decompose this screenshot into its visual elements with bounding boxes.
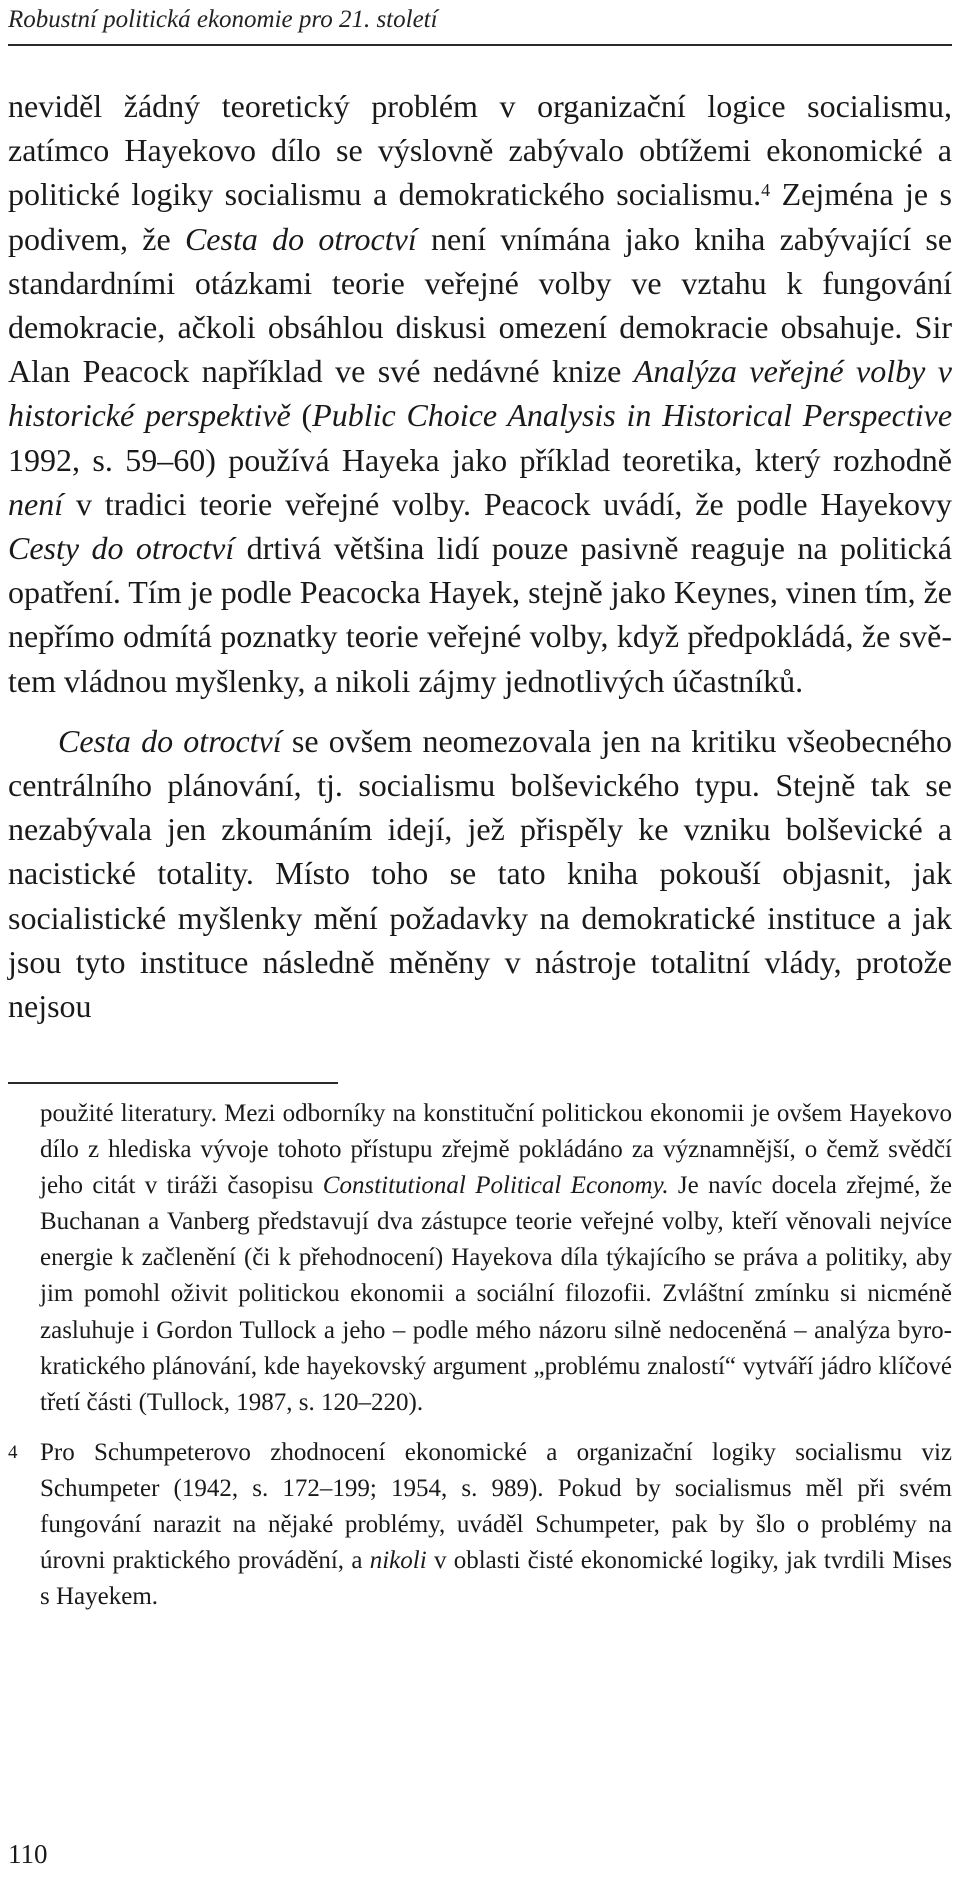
running-header bbox=[8, 4, 952, 46]
text-run: ( bbox=[290, 397, 313, 434]
footnote-mark: 4 bbox=[8, 1441, 18, 1463]
book-title: Public Choice Analysis in Historical Perspective bbox=[312, 397, 953, 434]
text-run: v oblasti čisté ekonomické logiky, jak tvrdili Mises s Hayekem. bbox=[40, 1547, 952, 1611]
text-run: neviděl žádný teoretický problém v organizační logice socialismu, zatímco Hayekovo dílo se výslovně zabývalo obtížemi ekonomické a politické logiky socialismu a demokratického socialismu. bbox=[8, 88, 952, 213]
footnote-4 bbox=[8, 1435, 952, 1615]
paragraph-2 bbox=[8, 719, 952, 1028]
text-run: drtivá většina lidí pouze pasivně reaguje na politická opatření. Tím je podle Peacocka Hayek, stejně jako Keynes, vinen tím, že nepřímo odmítá poznatky teorie veřejné volby, když předpokládá, že světem vládnou myšlenky, a nikoli zájmy jednotlivých účastníků. bbox=[8, 530, 953, 699]
footnote-separator bbox=[8, 1082, 338, 1084]
text-run: 1992, s. 59–60) používá Hayeka jako příklad teoretika, který rozhodně bbox=[8, 441, 952, 478]
footnote-reference-4[interactable]: 4 bbox=[761, 180, 771, 201]
emphasis: není bbox=[8, 485, 64, 522]
footnote-continued bbox=[8, 1096, 952, 1421]
page-number: 110 bbox=[8, 1839, 48, 1869]
text-run: použité literatury. Mezi odborníky na konstituční politickou ekonomii je ovšem Hayekovo dílo z hlediska vývoje tohoto přístupu zřejmě pokládáno za významnější, o čemž svědčí jeho citát v tiráži časopisu bbox=[40, 1100, 952, 1200]
text-run: není vnímána jako kniha zabývající se standardními otázkami teorie veřejné volby ve vztahu k fungování demokracie, ačkoli obsáhlou diskusi omezení demokracie obsahuje. Sir Alan Peacock například ve své nedávné knize bbox=[8, 220, 953, 390]
book-title: Analýza veřejné volby v historické perspektivě bbox=[8, 353, 953, 434]
book-title: Cesta do otroctví bbox=[58, 722, 282, 759]
text-run: Pro Schumpeterovo zhodnocení ekonomické a organizační logiky socialismu viz Schumpeter (1942, s. 172–199; 1954, s. 989). Pokud by socialismus měl při svém fungování narazit na nějaké problémy, uváděl Schumpeter, pak by šlo o problémy na úrovni praktického provádění, a bbox=[40, 1438, 952, 1575]
emphasis: nikoli bbox=[369, 1547, 427, 1575]
text-run: Je navíc docela zřejmé, že Buchanan a Vanberg představují dva zástupce teorie veřejné volby, kteří věnovali nejvíce energie k začlenění (či k přehodnocení) Hayekova díla týkajícího se práva a politiky, aby jim pomohl oživit politickou ekonomii a sociální filozofii. Zvláštní zmínku si nicméně zasluhuje i Gordon Tullock a jeho – podle mého názoru silně nedoceněná – analýza byrokratického plánování, kde hayekovský argument „problému znalostí“ vytváří jádro klíčové třetí části (Tullock, 1987, s. 120–220). bbox=[40, 1172, 952, 1416]
running-title: Robustní politická ekonomie pro 21. století bbox=[8, 6, 438, 33]
book-title: Cesty do otroctví bbox=[8, 530, 235, 567]
paragraph-1 bbox=[8, 84, 952, 703]
text-run: v tradici teorie veřejné volby. Peacock uvádí, že podle Hayekovy bbox=[63, 485, 952, 522]
footnotes bbox=[8, 1096, 952, 1615]
book-title: Cesta do otroctví bbox=[184, 220, 417, 257]
journal-title: Constitutional Political Economy. bbox=[322, 1172, 669, 1200]
main-text bbox=[8, 84, 952, 1028]
text-run: se ovšem neomezovala jen na kritiku všeobecného centrálního plánování, tj. socialismu bolševického typu. Stejně tak se nezabývala jen zkoumáním idejí, jež přispěly ke vzniku bolševické a nacistické totality. Místo toho se tato kniha pokouší objasnit, jak socialistické myšlenky mění požadavky na demokratické instituce a jak jsou tyto instituce následně měněny v nástroje totalitní vlády, protože nejsou bbox=[8, 722, 953, 1025]
text-run: Zejména je s podivem, že bbox=[8, 176, 953, 257]
